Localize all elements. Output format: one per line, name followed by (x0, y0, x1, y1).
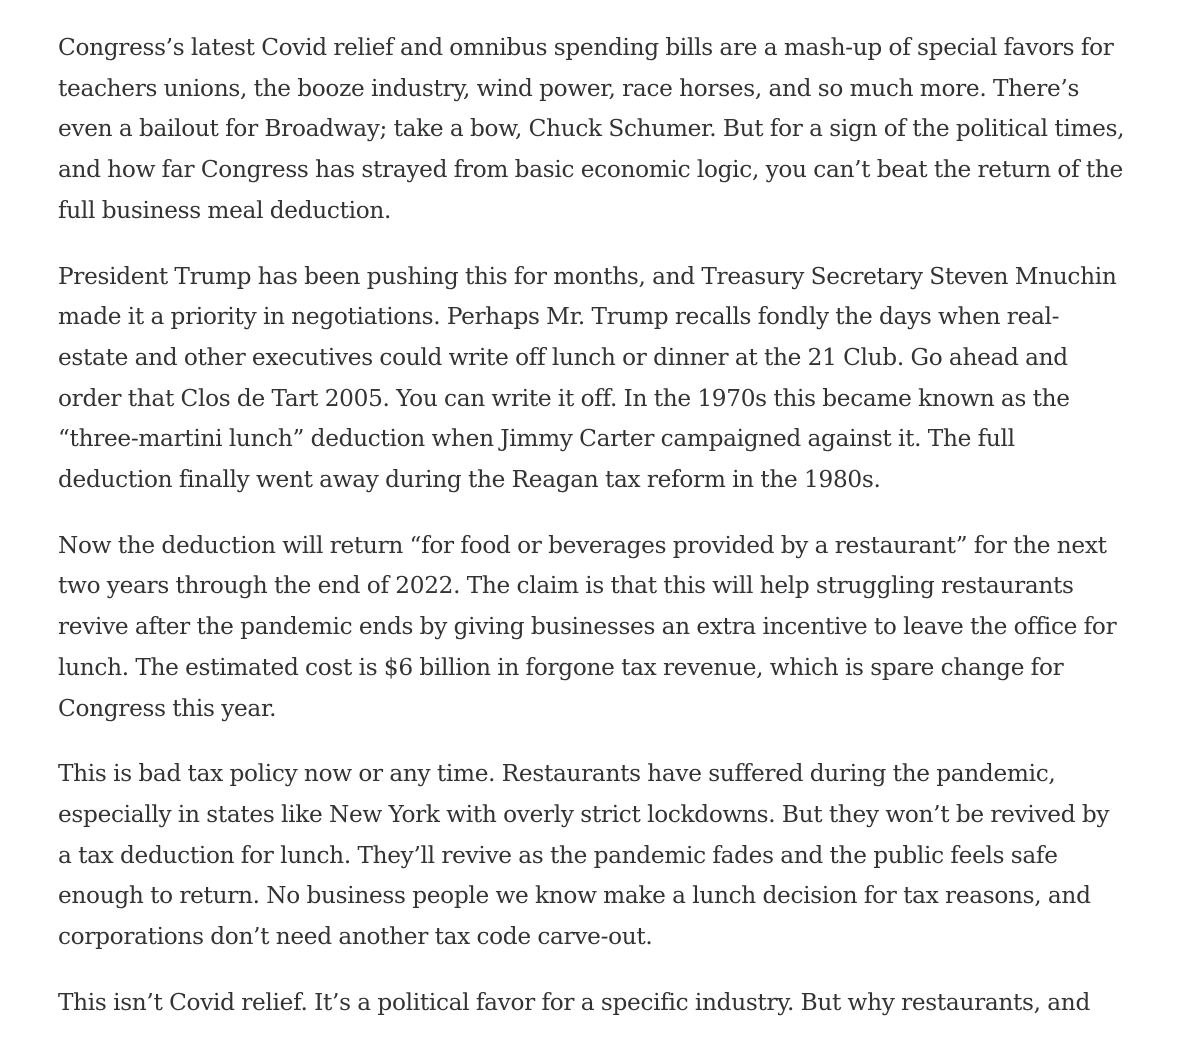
article-paragraph-5: This isn’t Covid relief. It’s a political favor for a specific industry. But why restaurants, and (58, 988, 1090, 1016)
article-paragraph-4: This is bad tax policy now or any time. Restaurants have suffered during the pandemic, especially in states like New York with overly strict lockdowns. But they won’t be revived by a tax deduction for lunch. They’ll revive as the pandemic fades and the public feels safe enough to return. No business people we know make a lunch decision for tax reasons, and corporations don’t need another tax code carve-out. (58, 760, 1110, 951)
article-paragraph-2: President Trump has been pushing this for months, and Treasury Secretary Steven Mnuchin made it a priority in negotiations. Perhaps Mr. Trump recalls fondly the days when real-estate and other executives could write off lunch or dinner at the 21 Club. Go ahead and order that Clos de Tart 2005. You can write it off. In the 1970s this became known as the “three-martini lunch” deduction when Jimmy Carter campaigned against it. The full deduction finally went away during the Reagan tax reform in the 1980s. (58, 262, 1117, 494)
article-paragraph-3: Now the deduction will return “for food or beverages provided by a restaurant” for the next two years through the end of 2022. The claim is that this will help struggling restaurants revive after the pandemic ends by giving businesses an extra incentive to leave the office for lunch. The estimated cost is $6 billion in forgone tax revenue, which is spare change for Congress this year. (58, 531, 1117, 722)
article-paragraph-1: Congress’s latest Covid relief and omnibus spending bills are a mash-up of special favors for teachers unions, the booze industry, wind power, race horses, and so much more. There’s even a bailout for Broadway; take a bow, Chuck Schumer. But for a sign of the political times, and how far Congress has strayed from basic economic logic, you can’t beat the return of the full business meal deduction. (58, 34, 1125, 224)
article-body (58, 28, 1128, 1048)
